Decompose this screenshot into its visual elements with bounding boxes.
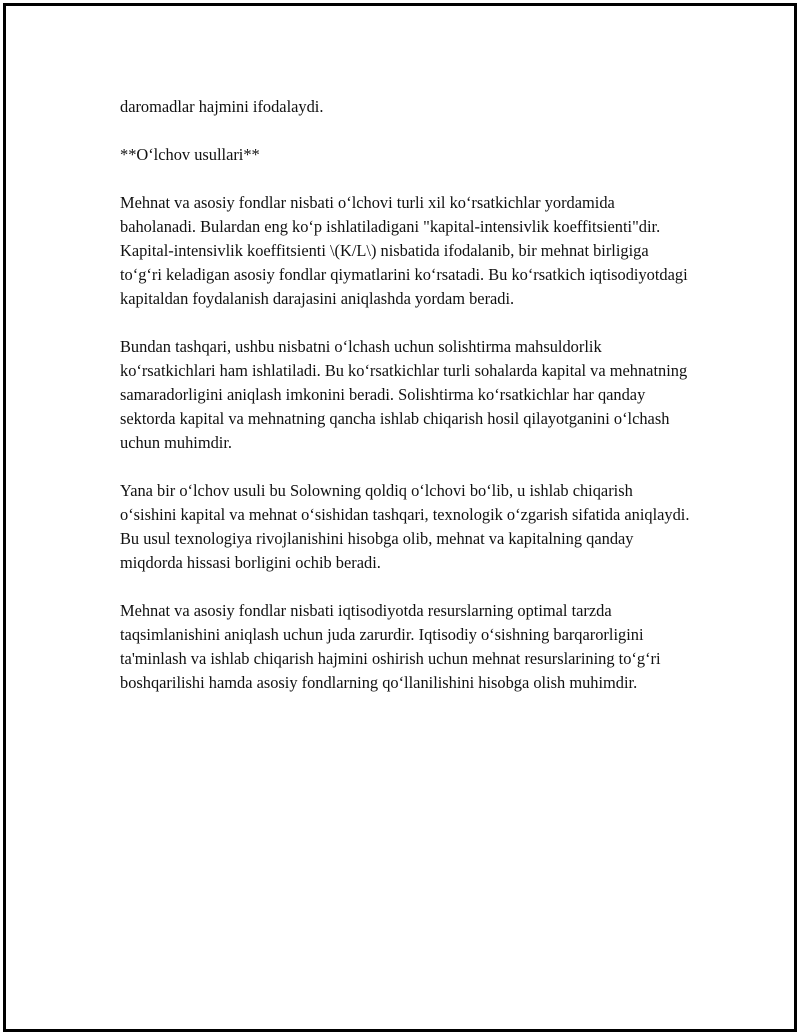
- paragraph-solow-residual: Yana bir o‘lchov usuli bu Solowning qoldiq o‘lchovi bo‘lib, u ishlab chiqarish o‘sishini kapital va mehnat o‘sishidan tashqari, texnologik o‘zgarish sifatida aniqlaydi. Bu usul texnologiya rivojlanishini hisobga olib, mehnat va kapitalning qanday miqdorda hissasi borligini ochib beradi.: [120, 481, 690, 572]
- section-heading: **O‘lchov usullari**: [120, 145, 260, 164]
- paragraph-productivity-indicators: Bundan tashqari, ushbu nisbatni o‘lchash uchun solishtirma mahsuldorlik ko‘rsatkichlari ham ishlatiladi. Bu ko‘rsatkichlar turli sohalarda kapital va mehnatning samaradorligini aniqlash imkonini beradi. Solishtirma ko‘rsatkichlar har qanday sektorda kapital va mehnatning qancha ishlab chiqarish hosil qilayotganini o‘lchash uchun muhimdir.: [120, 337, 688, 452]
- paragraph-intro-fragment: daromadlar hajmini ifodalaydi.: [120, 97, 324, 116]
- paragraph-conclusion: Mehnat va asosiy fondlar nisbati iqtisodiyotda resurslarning optimal tarzda taqsimlanishini aniqlash uchun juda zarurdir. Iqtisodiy o‘sishning barqarorligini ta'minlash va ishlab chiqarish hajmini oshirish uchun mehnat resurslarining to‘g‘ri boshqarilishi hamda asosiy fondlarning qo‘llanilishini hisobga olish muhimdir.: [120, 601, 661, 692]
- paragraph-capital-intensity: Mehnat va asosiy fondlar nisbati o‘lchovi turli xil ko‘rsatkichlar yordamida baholanadi. Bulardan eng ko‘p ishlatiladigani "kapital-intensivlik koeffitsienti"dir. Kapital-intensivlik koeffitsienti \(K/L\) nisbatida ifodalanib, bir mehnat birligiga to‘g‘ri keladigan asosiy fondlar qiymatlarini ko‘rsatadi. Bu ko‘rsatkich iqtisodiyotdagi kapitaldan foydalanish darajasini aniqlashda yordam beradi.: [120, 193, 688, 308]
- page-body: [120, 95, 690, 719]
- page-frame: [3, 3, 797, 1032]
